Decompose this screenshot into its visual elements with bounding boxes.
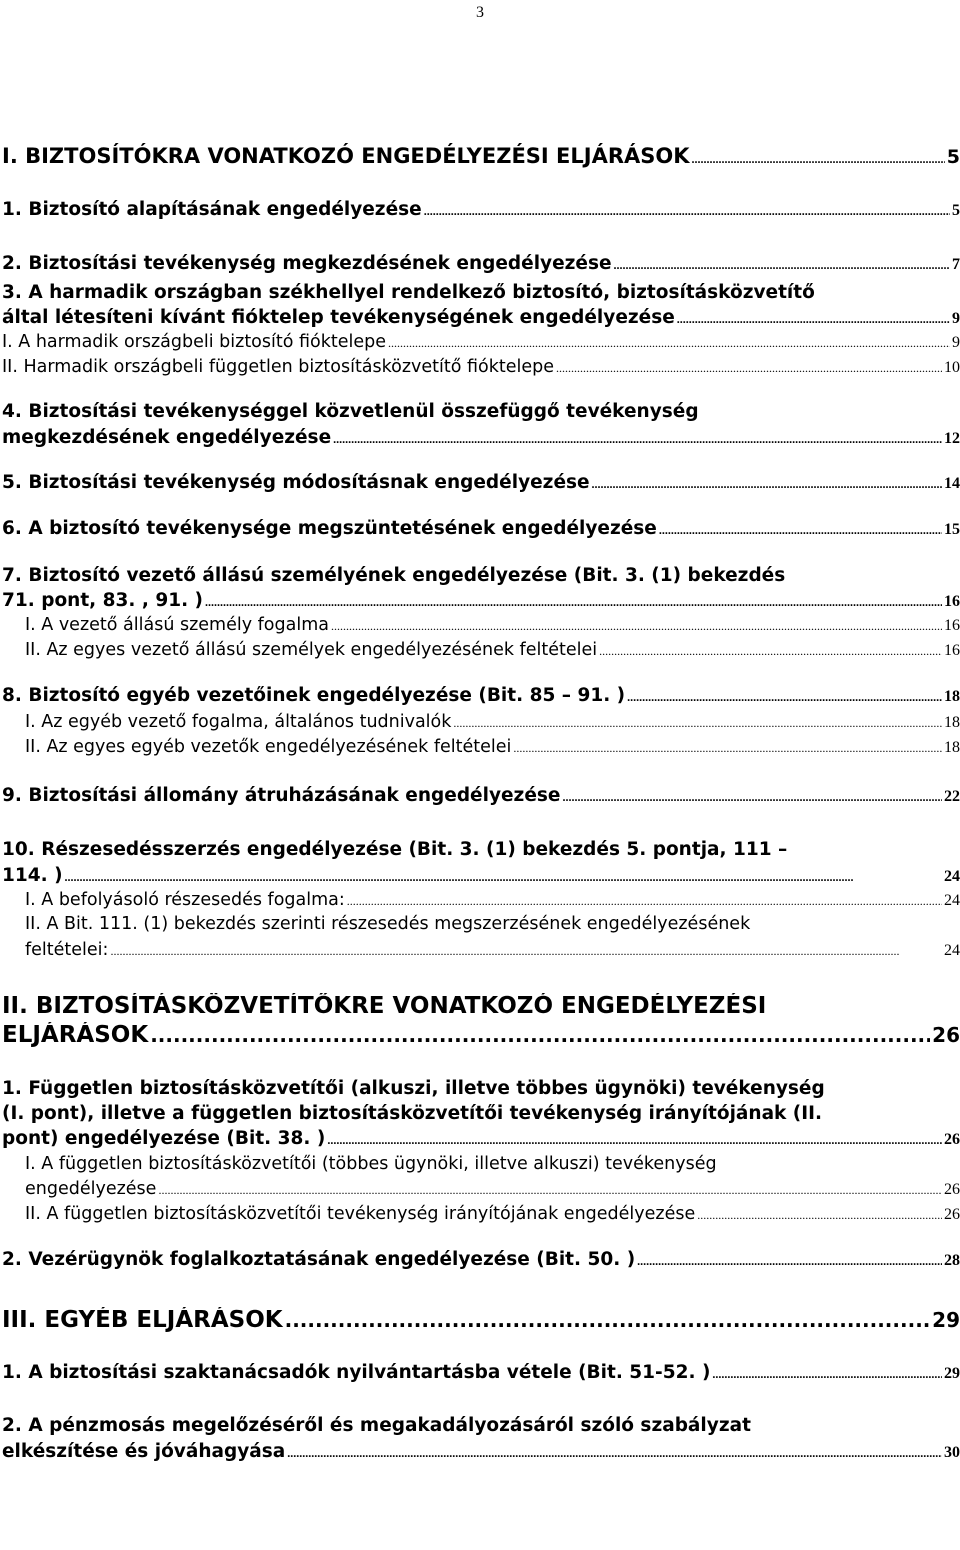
toc-entry-1[interactable]: 1. Biztosító alapításának engedélyezése ..... 5 [2, 197, 960, 224]
toc-p2-entry-1-i-line-2[interactable]: engedélyezése ..... 26 [25, 1176, 960, 1203]
toc-p2-entry-1-line-1[interactable]: 1. Független biztosításközvetítői (alkuszi, illetve többes ügynöki) tevékenység [2, 1078, 825, 1099]
toc-entry-3-i[interactable]: I. A harmadik országbeli biztosító fióktelepe ..... 9 [2, 329, 960, 356]
toc-entry-5[interactable]: 5. Biztosítási tevékenység módosításnak engedélyezése ..... 14 [2, 470, 960, 497]
toc-entry-7-line-1[interactable]: 7. Biztosító vezető állású személyének engedélyezése (Bit. 3. (1) bekezdés [2, 565, 786, 586]
toc-p3-entry-1[interactable]: 1. A biztosítási szaktanácsadók nyilvántartásba vétele (Bit. 51-52. ) ..... 29 [2, 1360, 960, 1387]
toc-p2-entry-1-line-2[interactable]: (I. pont), illetve a független biztosításközvetítői tevékenység irányítójának (II. [2, 1103, 823, 1124]
toc-entry-8-ii[interactable]: II. Az egyes egyéb vezetők engedélyezésének feltételei ..... 18 [25, 734, 960, 761]
toc-p2-entry-2[interactable]: 2. Vezérügynök foglalkoztatásának engedélyezése (Bit. 50. ) ..... 28 [2, 1247, 960, 1274]
toc-entry-4-line-1[interactable]: 4. Biztosítási tevékenységgel közvetlenül összefüggő tevékenység [2, 401, 699, 422]
toc-entry-10-i[interactable]: I. A befolyásoló részesedés fogalma: ..... 24 [25, 887, 960, 914]
toc-entry-2[interactable]: 2. Biztosítási tevékenység megkezdésének engedélyezése ..... 7 [2, 251, 960, 278]
toc-entry-9[interactable]: 9. Biztosítási állomány átruházásának engedélyezése ..... 22 [2, 783, 960, 810]
toc-p3-entry-2-line-1[interactable]: 2. A pénzmosás megelőzéséről és megakadályozásáról szóló szabályzat [2, 1415, 751, 1436]
toc-entry-3-ii[interactable]: II. Harmadik országbeli független biztosításközvetítő fióktelepe ..... 10 [2, 354, 960, 381]
toc-entry-part-3[interactable]: III. EGYÉB ELJÁRÁSOK ..... 29 [2, 1307, 960, 1333]
toc-entry-7-i[interactable]: I. A vezető állású személy fogalma ..... 16 [25, 612, 960, 639]
toc-entry-8[interactable]: 8. Biztosító egyéb vezetőinek engedélyezése (Bit. 85 – 91. ) ..... 18 [2, 683, 960, 710]
toc-entry-8-i[interactable]: I. Az egyéb vezető fogalma, általános tudnivalók ..... 18 [25, 709, 960, 736]
toc-entry-10-ii-line-2[interactable]: feltételei: ..... 24 [25, 937, 960, 964]
toc-entry-3-line-2[interactable]: által létesíteni kívánt fióktelep tevékenységének engedélyezése ..... 9 [2, 305, 960, 332]
toc-entry-part-1[interactable]: I. BIZTOSÍTÓKRA VONATKOZÓ ENGEDÉLYEZÉSI ELJÁRÁSOK ..... 5 [2, 143, 960, 172]
toc-p3-entry-2-line-2[interactable]: elkészítése és jóváhagyása ..... 30 [2, 1439, 960, 1466]
toc-entry-10-line-1[interactable]: 10. Részesedésszerzés engedélyezése (Bit. 3. (1) bekezdés 5. pontja, 111 – [2, 839, 788, 860]
toc-entry-10-line-2[interactable]: 114. ) ..... 24 [2, 863, 960, 890]
toc-entry-part-2-line-1[interactable]: II. BIZTOSÍTÁSKÖZVETÍTŐKRE VONATKOZÓ ENGEDÉLYEZÉSI [2, 993, 767, 1019]
toc-entry-6[interactable]: 6. A biztosító tevékenysége megszüntetésének engedélyezése ..... 15 [2, 516, 960, 543]
toc-p2-entry-1-ii[interactable]: II. A független biztosításközvetítői tevékenység irányítójának engedélyezése ..... 26 [25, 1201, 960, 1228]
toc-entry-part-2-line-2[interactable]: ELJÁRÁSOK ..... 26 [2, 1022, 960, 1048]
toc-entry-7-line-2[interactable]: 71. pont, 83. , 91. ) ..... 16 [2, 588, 960, 615]
toc-entry-7-ii[interactable]: II. Az egyes vezető állású személyek engedélyezésének feltételei ..... 16 [25, 637, 960, 664]
toc-p2-entry-1-i-line-1[interactable]: I. A független biztosításközvetítői (többes ügynöki, illetve alkuszi) tevékenység [25, 1154, 717, 1174]
toc-entry-4-line-2[interactable]: megkezdésének engedélyezése ..... 12 [2, 425, 960, 452]
page-number: 3 [476, 4, 484, 21]
toc-entry-3-line-1[interactable]: 3. A harmadik országban székhellyel rendelkező biztosító, biztosításközvetítő [2, 282, 815, 303]
toc-p2-entry-1-line-3[interactable]: pont) engedélyezése (Bit. 38. ) ..... 26 [2, 1126, 960, 1153]
toc-entry-10-ii-line-1[interactable]: II. A Bit. 111. (1) bekezdés szerinti részesedés megszerzésének engedélyezésének [25, 914, 751, 934]
